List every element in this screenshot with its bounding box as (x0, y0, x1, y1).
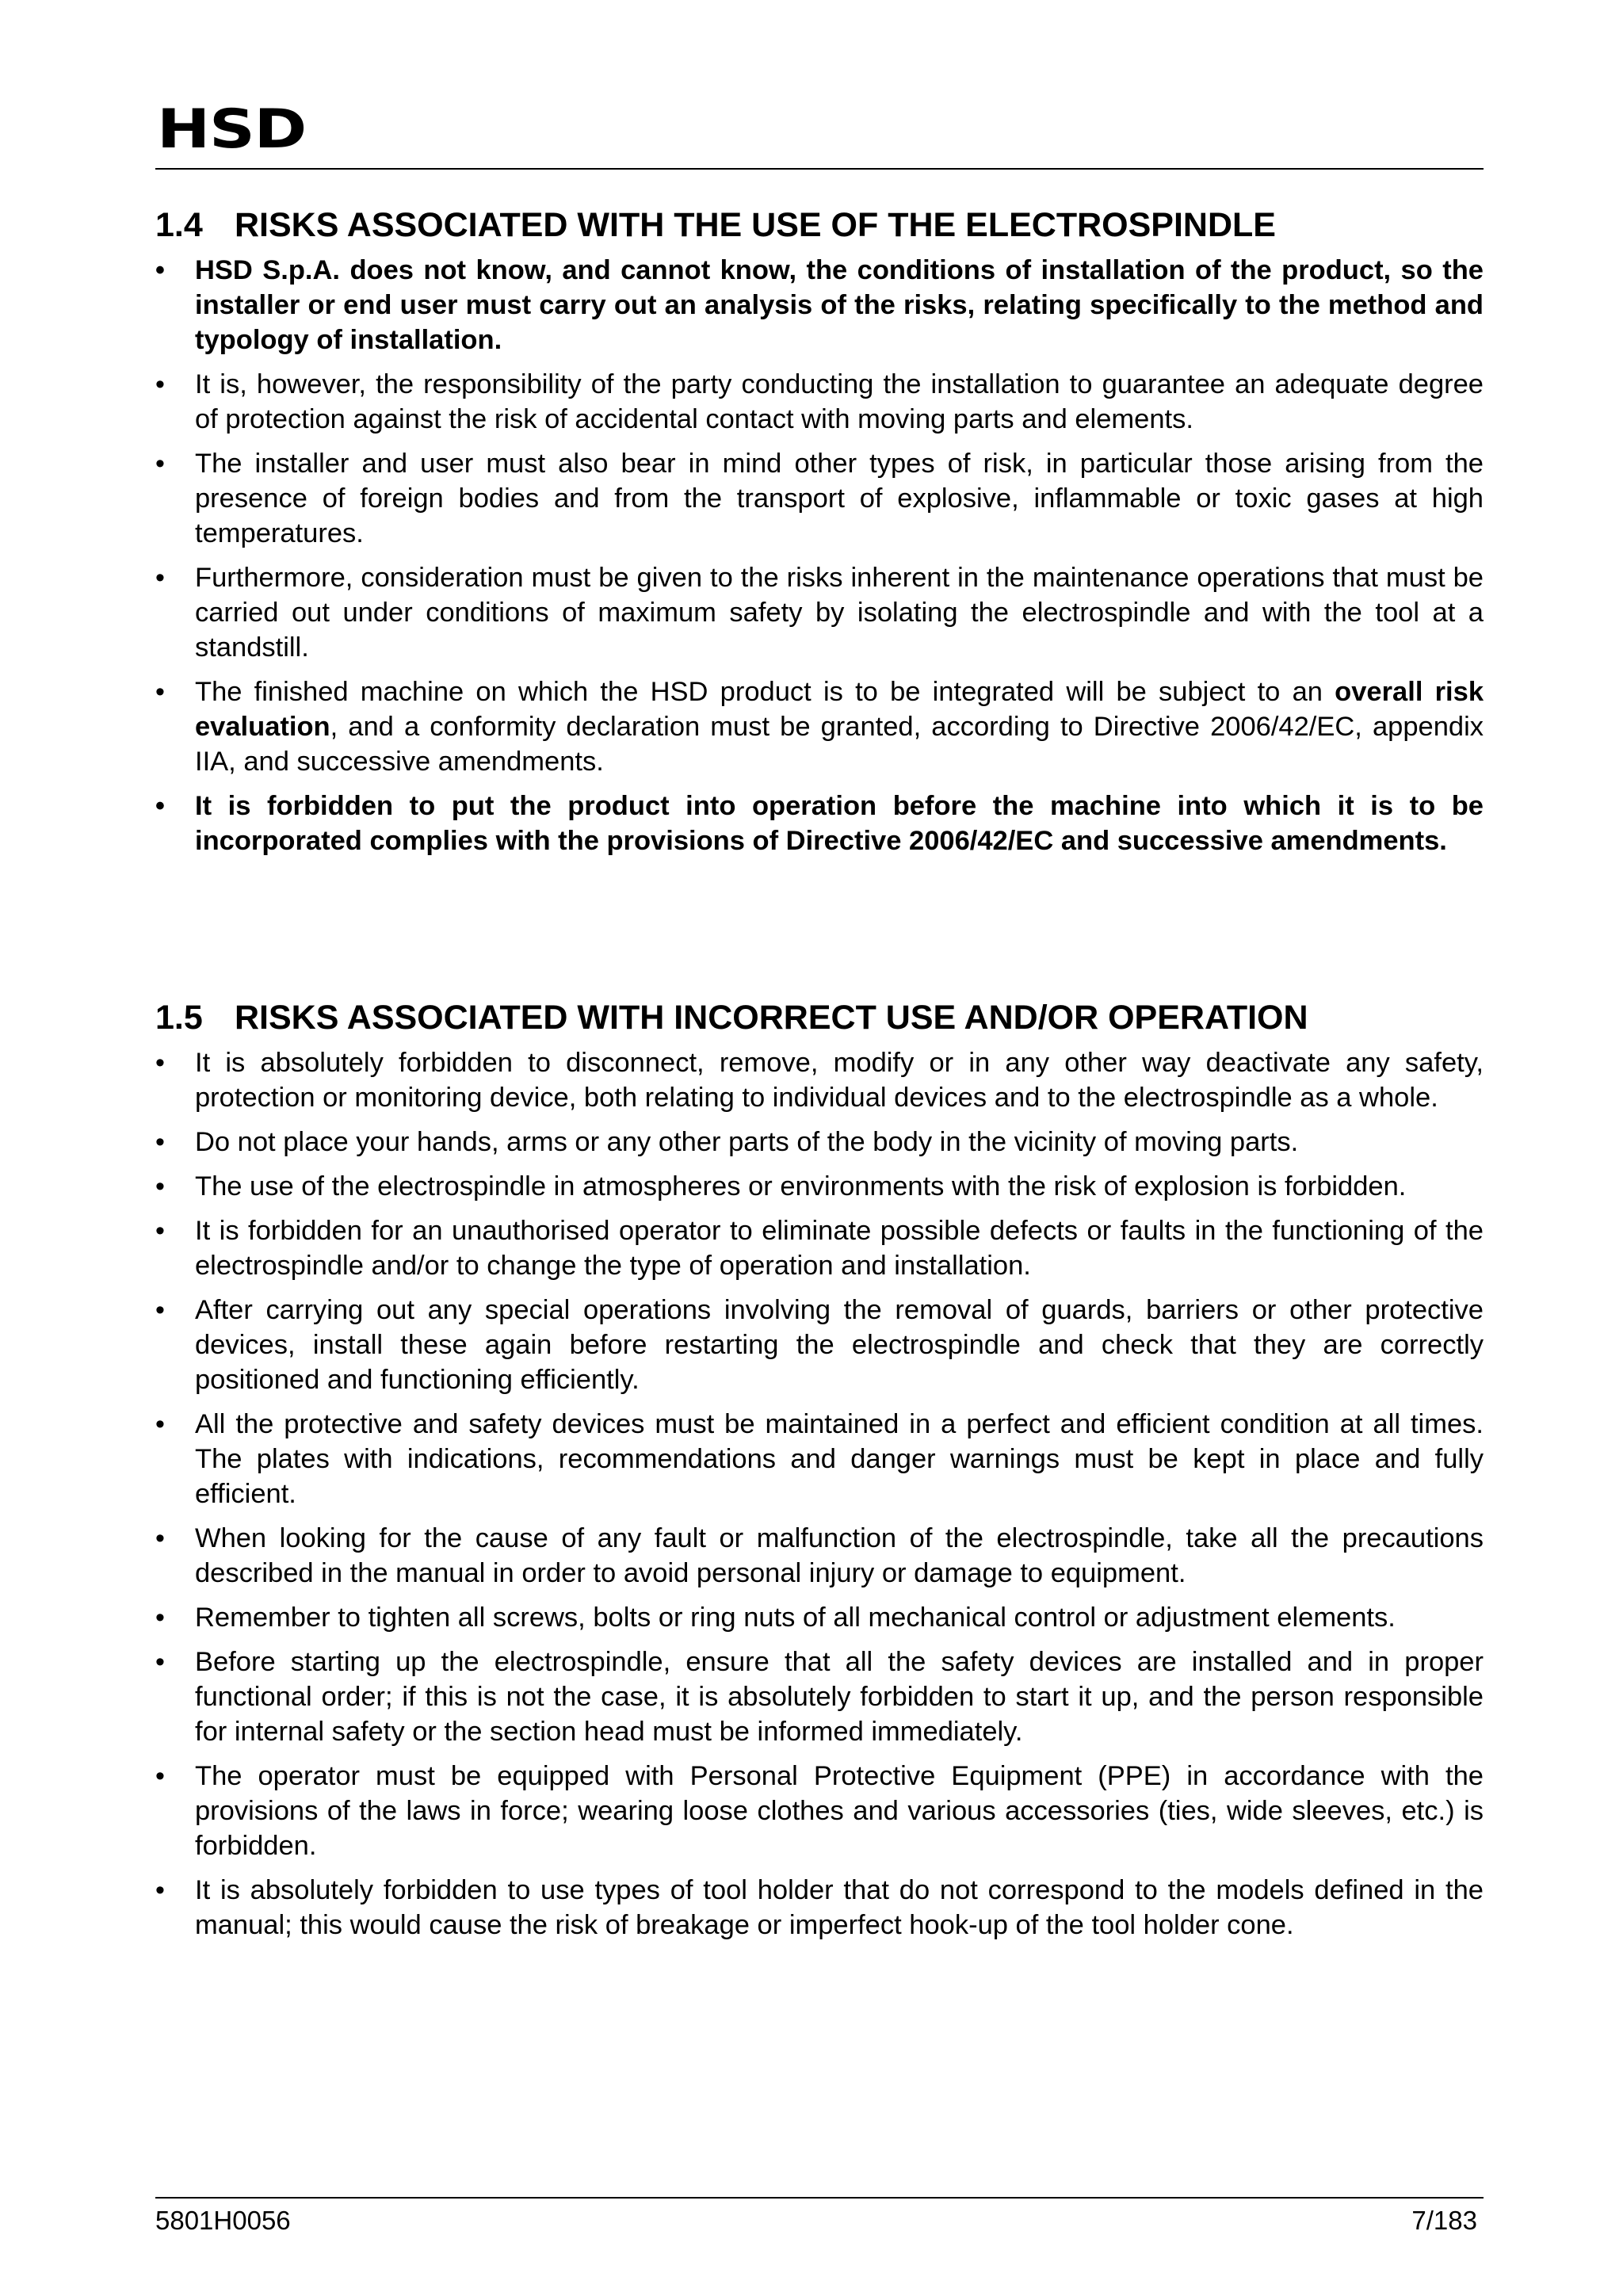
section-heading (155, 204, 1484, 246)
list-item: • Remember to tighten all screws, bolts or ring nuts of all mechanical control or adjustment elements. (155, 1600, 1484, 1635)
hsd-logo: HSD (157, 98, 307, 161)
list-item: • It is, however, the responsibility of the party conducting the installation to guarantee an adequate degree of protection against the risk of accidental contact with moving parts and elements. (155, 367, 1484, 437)
list-item: • When looking for the cause of any fault or malfunction of the electrospindle, take all the precautions described in the manual in order to avoid personal injury or damage to equipment. (155, 1521, 1484, 1591)
list-item: • The operator must be equipped with Personal Protective Equipment (PPE) in accordance with the provisions of the laws in force; wearing loose clothes and various accessories (ties, wide sleeves, etc.) is forbidden. (155, 1759, 1484, 1863)
list-item: • Do not place your hands, arms or any other parts of the body in the vicinity of moving parts. (155, 1125, 1484, 1159)
list-item: • It is absolutely forbidden to disconnect, remove, modify or in any other way deactivate any safety, protection or monitoring device, both relating to individual devices and to the electrospindle as a whole. (155, 1045, 1484, 1115)
list-item: • It is forbidden to put the product into operation before the machine into which it is to be incorporated complies with the provisions of Directive 2006/42/EC and successive amendments. (155, 789, 1484, 858)
list-item: • It is forbidden for an unauthorised operator to eliminate possible defects or faults in the functioning of the electrospindle and/or to change the type of operation and installation. (155, 1213, 1484, 1283)
section-number: 1.5 (155, 999, 203, 1037)
list-item: • HSD S.p.A. does not know, and cannot know, the conditions of installation of the product, so the installer or end user must carry out an analysis of the risks, relating specifically to the method and typology of installation. (155, 253, 1484, 357)
item-text: , and a conformity declaration must be granted, according to Directive 2006/42/EC, appendix IIA, and successive amendments. (195, 712, 1484, 777)
section-title: RISKS ASSOCIATED WITH INCORRECT USE AND/OR OPERATION (235, 999, 1308, 1037)
section-1-4 (155, 204, 1484, 868)
list-item: • Before starting up the electrospindle, ensure that all the safety devices are installed and in proper functional order; if this is not the case, it is absolutely forbidden to start it up, and the person responsible for internal safety or the section head must be informed immediately. (155, 1645, 1484, 1749)
header-divider (155, 168, 1484, 170)
list-item: • Furthermore, consideration must be given to the risks inherent in the maintenance operations that must be carried out under conditions of maximum safety by isolating the electrospindle and with the tool at a standstill. (155, 560, 1484, 665)
list-item: • The installer and user must also bear in mind other types of risk, in particular those arising from the presence of foreign bodies and from the transport of explosive, inflammable or toxic gases at high temperatures. (155, 446, 1484, 551)
document-code: 5801H0056 (155, 2206, 291, 2235)
footer-divider (155, 2197, 1484, 2199)
list-item: • The use of the electrospindle in atmospheres or environments with the risk of explosion is forbidden. (155, 1169, 1484, 1204)
section-number: 1.4 (155, 206, 203, 244)
item-text: The finished machine on which the HSD product is to be integrated will be subject to an (195, 677, 1335, 707)
bullet-list (155, 1045, 1484, 1943)
section-title: RISKS ASSOCIATED WITH THE USE OF THE ELECTROSPINDLE (235, 206, 1276, 244)
page-number: 7/183 (1411, 2206, 1477, 2235)
list-item (155, 674, 1484, 779)
section-heading (155, 997, 1484, 1038)
item-emphasis: overall risk evaluation (195, 677, 1484, 742)
list-item: • It is absolutely forbidden to use types of tool holder that do not correspond to the models defined in the manual; this would cause the risk of breakage or imperfect hook-up of the tool holder cone. (155, 1873, 1484, 1943)
section-1-5 (155, 997, 1484, 1952)
bullet-list (155, 253, 1484, 858)
document-page (155, 0, 1484, 2296)
list-item: • After carrying out any special operations involving the removal of guards, barriers or other protective devices, install these again before restarting the electrospindle and check that they are correctly positioned and functioning efficiently. (155, 1293, 1484, 1397)
list-item: • All the protective and safety devices must be maintained in a perfect and efficient condition at all times. The plates with indications, recommendations and danger warnings must be kept in place and fully efficient. (155, 1407, 1484, 1511)
